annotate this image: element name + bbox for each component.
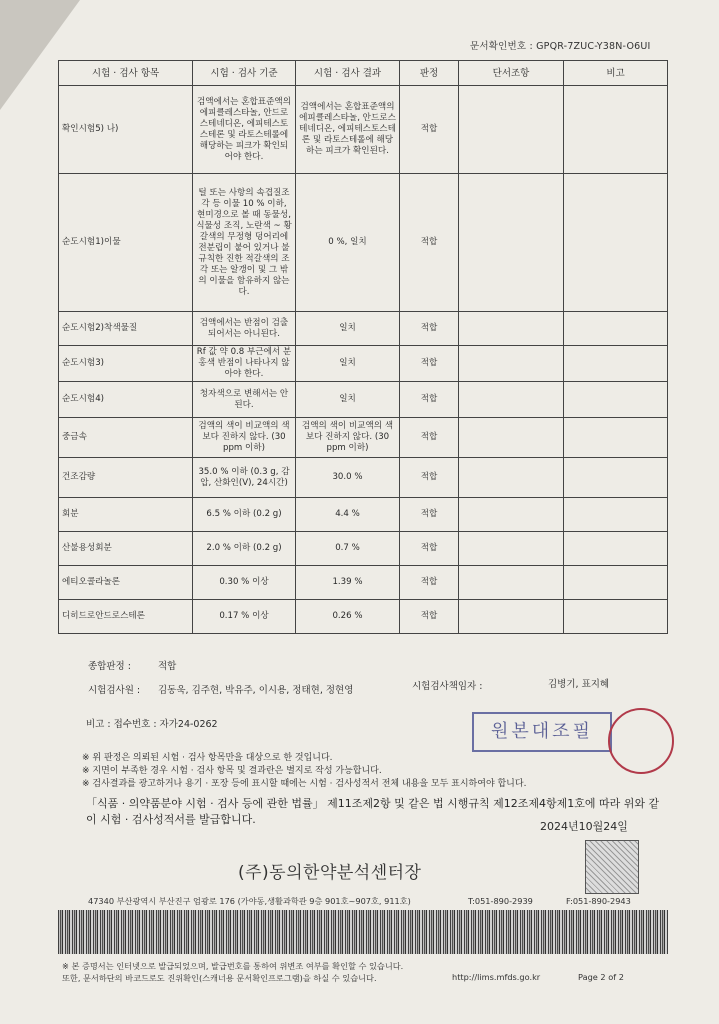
row-result: 검액의 색이 비교액의 색 보다 진하지 않다. (30 ppm 이하) — [296, 418, 400, 458]
row-remark — [564, 382, 668, 418]
page-number: Page 2 of 2 — [578, 972, 624, 982]
table-row — [59, 498, 668, 532]
row-clause — [459, 532, 564, 566]
row-item: 디히드로안드로스테론 — [59, 600, 193, 634]
row-judge: 적합 — [400, 86, 459, 174]
header-standard: 시험 · 검사 기준 — [193, 61, 296, 86]
row-item: 중금속 — [59, 418, 193, 458]
row-judge: 적합 — [400, 458, 459, 498]
overall-judge-value: 적합 — [158, 661, 177, 672]
table-row — [59, 382, 668, 418]
row-clause — [459, 312, 564, 346]
row-remark — [564, 498, 668, 532]
row-result: 1.39 % — [296, 566, 400, 600]
row-remark — [564, 312, 668, 346]
testers-label: 시험검사원 : — [88, 685, 141, 696]
original-verified-stamp: 원본대조필 — [472, 712, 612, 752]
row-remark — [564, 532, 668, 566]
row-item: 회분 — [59, 498, 193, 532]
table-row — [59, 86, 668, 174]
table-row — [59, 418, 668, 458]
row-standard: 청자색으로 변해서는 안된다. — [193, 382, 296, 418]
row-item: 산불용성회분 — [59, 532, 193, 566]
row-clause — [459, 458, 564, 498]
manager-names: 김병기, 표지혜 — [548, 679, 610, 690]
note-3: ※ 검사결과를 광고하거나 용기 · 포장 등에 표시할 때에는 시험 · 검사성적서 전체 내용을 모두 표시하여야 합니다. — [82, 779, 527, 789]
row-item: 확인시험5) 나) — [59, 86, 193, 174]
row-remark — [564, 566, 668, 600]
row-standard: Rf 값 약 0.8 부근에서 분홍색 반점이 나타나지 않아야 한다. — [193, 346, 296, 382]
results-table — [58, 60, 668, 634]
verification-url[interactable]: http://lims.mfds.go.kr — [452, 972, 541, 982]
address: 47340 부산광역시 부산진구 엄광로 176 (가야동,생활과학관 9층 901호~907호, 911호) — [88, 896, 411, 906]
row-standard: 털 또는 사항의 속겹질조각 등 이물 10 % 이하, 현미경으로 볼 때 동물성, 식물성 조직, 노란색 ~ 황갈색의 무정형 덩어리에 전분립이 붙어 있거나 불규칙한 진한 적갈색의 조각 또는 알갱이 및 그 밖의 이물을 함유하지 않는다. — [193, 174, 296, 312]
overall-judge-label: 종합판정 : — [88, 661, 131, 672]
row-remark — [564, 458, 668, 498]
issue-date: 2024년10월24일 — [540, 820, 628, 833]
row-result: 30.0 % — [296, 458, 400, 498]
row-item: 순도시험4) — [59, 382, 193, 418]
row-standard: 검액에서는 혼합표준액의 에피클레스타놀, 안드로스테네디온, 에피테스토스테론 및 라토스테롤에 해당하는 피크가 확인되어야 한다. — [193, 86, 296, 174]
row-judge: 적합 — [400, 498, 459, 532]
row-item: 에티오콜라놀론 — [59, 566, 193, 600]
verification-barcode — [58, 910, 668, 954]
doc-number: 문서확인번호 : GPQR-7ZUC-Y38N-O6UI — [470, 41, 651, 52]
row-standard: 6.5 % 이하 (0.2 g) — [193, 498, 296, 532]
header-item: 시험 · 검사 항목 — [59, 61, 193, 86]
row-judge: 적합 — [400, 566, 459, 600]
table-row — [59, 600, 668, 634]
row-result: 0.26 % — [296, 600, 400, 634]
row-result: 일치 — [296, 312, 400, 346]
row-judge: 적합 — [400, 418, 459, 458]
testers-names: 김동욱, 김주현, 박유주, 이시용, 정태현, 정현영 — [158, 685, 354, 696]
row-remark — [564, 418, 668, 458]
row-clause — [459, 498, 564, 532]
row-result: 일치 — [296, 382, 400, 418]
row-clause — [459, 86, 564, 174]
telephone: T:051-890-2939 — [468, 896, 533, 906]
row-standard: 0.30 % 이상 — [193, 566, 296, 600]
red-seal — [608, 708, 674, 774]
table-row — [59, 532, 668, 566]
footer-line-1: ※ 본 증명서는 인터넷으로 발급되었으며, 발급번호를 통하여 위변조 여부를 확인할 수 있습니다. — [62, 961, 404, 971]
row-result: 검액에서는 혼합표준액의 에피클레스타놀, 안드로스테네디온, 에피테스토스테론 및 라토스테롤에 해당하는 피크가 확인된다. — [296, 86, 400, 174]
row-judge: 적합 — [400, 312, 459, 346]
manager-label: 시험검사책임자 : — [412, 681, 483, 692]
receipt-remark: 비고 : 접수번호 : 자가24-0262 — [86, 719, 218, 730]
row-item: 건조감량 — [59, 458, 193, 498]
footer — [62, 960, 403, 984]
table-row — [59, 312, 668, 346]
row-standard: 검액에서는 반점이 검출되어서는 아니된다. — [193, 312, 296, 346]
row-result: 0.7 % — [296, 532, 400, 566]
row-item: 순도시험1)이물 — [59, 174, 193, 312]
row-judge: 적합 — [400, 600, 459, 634]
official-seal — [585, 840, 639, 894]
row-standard: 35.0 % 이하 (0.3 g, 감압, 산화인(V), 24시간) — [193, 458, 296, 498]
row-result: 4.4 % — [296, 498, 400, 532]
row-item: 순도시험2)착색물질 — [59, 312, 193, 346]
row-judge: 적합 — [400, 174, 459, 312]
row-judge: 적합 — [400, 532, 459, 566]
table-row — [59, 566, 668, 600]
row-clause — [459, 600, 564, 634]
row-remark — [564, 174, 668, 312]
table-row — [59, 346, 668, 382]
table-header-row — [59, 61, 668, 86]
notes-block — [82, 752, 526, 791]
row-clause — [459, 346, 564, 382]
header-remark: 비고 — [564, 61, 668, 86]
note-1: ※ 위 판정은 의뢰된 시험 · 검사 항목만을 대상으로 한 것입니다. — [82, 753, 333, 763]
row-result: 일치 — [296, 346, 400, 382]
row-clause — [459, 174, 564, 312]
legal-statement: 「식품 · 의약품분야 시험 · 검사 등에 관한 법률」 제11조제2항 및 같은 법 시행규칙 제12조제4항제1호에 따라 위와 같이 시험 · 검사성적서를 발급합니다. — [86, 797, 660, 826]
row-standard: 2.0 % 이하 (0.2 g) — [193, 532, 296, 566]
table-row — [59, 458, 668, 498]
header-result: 시험 · 검사 결과 — [296, 61, 400, 86]
row-item: 순도시험3) — [59, 346, 193, 382]
row-result: 0 %, 일치 — [296, 174, 400, 312]
note-2: ※ 지면이 부족한 경우 시험 · 검사 항목 및 결과란은 별지로 작성 가능합니다. — [82, 766, 382, 776]
row-judge: 적합 — [400, 382, 459, 418]
row-standard: 0.17 % 이상 — [193, 600, 296, 634]
row-remark — [564, 346, 668, 382]
header-judge: 판정 — [400, 61, 459, 86]
issuer-name: (주)동의한약분석센터장 — [238, 863, 422, 883]
row-clause — [459, 418, 564, 458]
footer-line-2: 또한, 문서하단의 바코드로도 진위확인(스캐너용 문서확인프로그램)을 하실 수 있습니다. — [62, 973, 377, 983]
row-clause — [459, 566, 564, 600]
row-remark — [564, 600, 668, 634]
row-judge: 적합 — [400, 346, 459, 382]
header-clause: 단서조항 — [459, 61, 564, 86]
row-standard: 검액의 색이 비교액의 색 보다 진하지 않다. (30 ppm 이하) — [193, 418, 296, 458]
row-remark — [564, 86, 668, 174]
row-clause — [459, 382, 564, 418]
table-row — [59, 174, 668, 312]
fax: F:051-890-2943 — [566, 896, 631, 906]
